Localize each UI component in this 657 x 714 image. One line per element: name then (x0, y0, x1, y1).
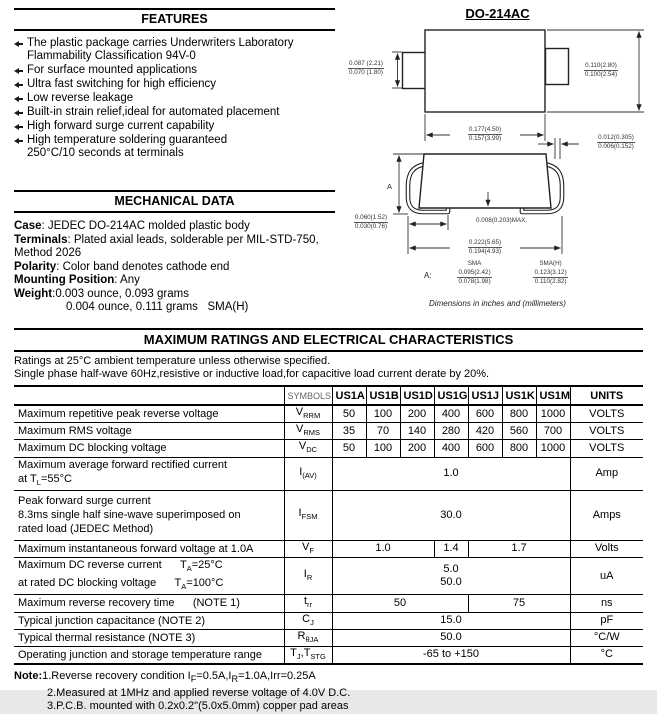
rating-value-cell: 1000 (536, 440, 570, 457)
ratings-intro: Ratings at 25°C ambient temperature unless otherwise specified. Single phase half-wave 60Hz,resistive or inductive load,for capacitive load current derate by 20%. (14, 355, 490, 380)
characteristic-cell: Maximum reverse recovery time (NOTE 1) (14, 595, 284, 612)
notes-label: Note: (14, 670, 43, 683)
rating-value-cell: 1.4 (434, 540, 468, 557)
rating-value-cell: 420 (468, 423, 502, 440)
mechanical-title: MECHANICAL DATA (14, 190, 335, 213)
symbol-cell: $I_R$ (284, 557, 332, 594)
rating-value-cell: -65 to +150 (332, 646, 570, 664)
rating-value-cell: 50 (332, 405, 366, 423)
feature-text: For surface mounted applications (27, 64, 198, 76)
part-column-header: US1B (366, 386, 400, 405)
mech-field-text: : Any (114, 274, 140, 286)
unit-cell: Volts (570, 540, 643, 557)
arrow-bullet-icon (14, 134, 27, 147)
height-label: A (387, 182, 393, 191)
a-dim-fraction (444, 269, 506, 286)
ratings-table-body (14, 386, 643, 664)
rating-value-cell: 800 (502, 405, 536, 423)
symbol-cell: $V_F$ (284, 540, 332, 557)
part-column-header: US1K (502, 386, 536, 405)
a-dim-label: A: (424, 271, 432, 280)
rating-value-cell: 560 (502, 423, 536, 440)
a-dim-fraction (520, 269, 582, 286)
mech-field (14, 234, 335, 261)
rating-value-cell: 700 (536, 423, 570, 440)
feature-item (14, 78, 335, 91)
mech-field (14, 288, 335, 302)
feature-item (14, 134, 335, 160)
feature-text: Low reverse leakage (27, 92, 134, 104)
characteristic-cell: Maximum RMS voltage (14, 423, 284, 440)
mech-field (14, 261, 335, 275)
feature-text: Ultra fast switching for high efficiency (27, 78, 216, 90)
rating-value-cell: 280 (434, 423, 468, 440)
units-header: UNITS (570, 386, 643, 405)
mech-field-text: : Plated axial leads, solderable per MIL-STD-750, Method 2026 (14, 233, 319, 259)
unit-cell: Amps (570, 490, 643, 540)
part-column-header: US1M (536, 386, 570, 405)
a-dim-bottom: 0.078(1.98) (458, 277, 491, 285)
rating-value-cell: 75 (468, 595, 570, 612)
unit-cell: ns (570, 595, 643, 612)
rating-value-cell: 140 (400, 423, 434, 440)
characteristic-cell: Maximum instantaneous forward voltage at 1.0A (14, 540, 284, 557)
table-row (14, 490, 643, 540)
feature-item (14, 120, 335, 133)
part-column-header: US1G (434, 386, 468, 405)
mech-field (14, 220, 335, 234)
standoff-dim: 0.008(0.203)MAX. (476, 217, 528, 224)
part-column-header: US1A (332, 386, 366, 405)
rating-value-cell: 35 (332, 423, 366, 440)
unit-cell: uA (570, 557, 643, 594)
table-row (14, 557, 643, 594)
feature-item (14, 106, 335, 119)
table-row (14, 612, 643, 629)
characteristic-cell: Peak forward surge current 8.3ms single half sine-wave superimposed on rated load (JEDEC Method) (14, 490, 284, 540)
rating-value-cell: 30.0 (332, 490, 570, 540)
features-list (14, 37, 335, 160)
characteristic-cell: Maximum DC blocking voltage (14, 440, 284, 457)
feature-item (14, 64, 335, 77)
arrow-bullet-icon (14, 106, 27, 119)
mech-field (14, 301, 335, 315)
unit-cell: VOLTS (570, 405, 643, 423)
mech-field-text: : Color band denotes cathode end (56, 260, 230, 273)
package-outline-section (338, 2, 657, 328)
arrow-bullet-icon (14, 64, 27, 77)
rating-value-cell: 1000 (536, 405, 570, 423)
mech-field-text: :0.003 ounce, 0.093 grams (52, 287, 189, 300)
symbol-cell: $I_{FSM}$ (284, 490, 332, 540)
notes-block (14, 670, 643, 714)
feature-text: High temperature soldering guaranteed 250°C/10 seconds at terminals (27, 134, 228, 159)
rating-value-cell: 200 (400, 405, 434, 423)
arrow-bullet-icon (14, 92, 27, 105)
body-width-dim: 0.177(4.50) 0.157(3.99) (450, 126, 520, 143)
symbol-cell: $I_{(AV)}$ (284, 457, 332, 490)
note-text: 1.Reverse recovery condition $I_F=0.5A,I_R=1.0A,Irr=0.25A$ (42, 670, 316, 685)
rating-value-cell: 100 (366, 440, 400, 457)
characteristic-cell: Operating junction and storage temperature range (14, 646, 284, 664)
a-dim-top: 0.095(2.42) (458, 269, 491, 276)
table-row (14, 405, 643, 423)
lead-thickness-dim: 0.012(0.305) 0.006(0.152) (598, 134, 634, 150)
ratings-section (14, 328, 643, 714)
table-row (14, 595, 643, 612)
a-dim-variants (444, 260, 582, 286)
table-row (14, 629, 643, 646)
symbol-cell: $V_{RMS}$ (284, 423, 332, 440)
characteristic-cell: Typical junction capacitance (NOTE 2) (14, 612, 284, 629)
symbol-cell: $T_J,T_{STG}$ (284, 646, 332, 664)
part-column-header: US1D (400, 386, 434, 405)
mech-field-label: Case (14, 220, 42, 232)
a-dim-bottom: 0.110(2.82) (534, 277, 567, 285)
note-item: 2.Measured at 1MHz and applied reverse voltage of 4.0V D.C. (47, 686, 351, 699)
unit-cell: VOLTS (570, 423, 643, 440)
dimensions-footnote: Dimensions in inches and (millimeters) (429, 299, 566, 308)
symbol-cell: $R_{\theta JA}$ (284, 629, 332, 646)
arrow-bullet-icon (14, 120, 27, 133)
ratings-table (14, 385, 643, 665)
unit-cell: °C/W (570, 629, 643, 646)
package-title: DO-214AC (465, 6, 530, 21)
feature-text: The plastic package carries Underwriters Laboratory Flammability Classification 94V-0 (27, 37, 294, 62)
table-header-row (14, 386, 643, 405)
mechanical-section (14, 190, 335, 315)
rating-value-cell: 50 (332, 440, 366, 457)
mech-field (14, 274, 335, 288)
body-height-dim: 0.110(2.80) 0.100(2.54) (584, 62, 618, 78)
features-section (14, 8, 335, 160)
rating-value-cell: 100 (366, 405, 400, 423)
part-column-header: US1J (468, 386, 502, 405)
feature-text: Built-in strain relief,ideal for automated placement (27, 106, 280, 118)
feature-text: High forward surge current capability (27, 120, 215, 132)
rating-value-cell: 1.0 (332, 540, 434, 557)
rating-value-cell: 600 (468, 405, 502, 423)
overall-width-dim: 0.222(5.65) 0.194(4.93) (450, 239, 520, 256)
unit-cell: pF (570, 612, 643, 629)
a-dim-variant-name: SMA (467, 260, 482, 267)
rating-value-cell: 200 (400, 440, 434, 457)
rating-value-cell: 400 (434, 440, 468, 457)
feature-item (14, 37, 335, 63)
table-row (14, 440, 643, 457)
rating-value-cell: 1.0 (332, 457, 570, 490)
tab-height-dim: 0.087 (2.21) 0.070 (1.80) (349, 60, 383, 76)
foot-length-dim: 0.060(1.52) 0.030(0.76) (354, 214, 388, 230)
rating-value-cell: 400 (434, 405, 468, 423)
symbol-cell: $V_{RRM}$ (284, 405, 332, 423)
ratings-title: MAXIMUM RATINGS AND ELECTRICAL CHARACTERISTICS (14, 328, 643, 352)
characteristic-cell: Typical thermal resistance (NOTE 3) (14, 629, 284, 646)
mechanical-body (14, 220, 335, 315)
rating-value-cell: 600 (468, 440, 502, 457)
a-dim (424, 260, 582, 286)
mech-field-label: Terminals (14, 233, 68, 246)
top-view-body (403, 30, 569, 112)
a-dim-variant (444, 260, 506, 286)
rating-value-cell: 50.0 (332, 629, 570, 646)
mech-field-label: Polarity (14, 260, 57, 273)
mech-field-label: Mounting Position (14, 274, 115, 286)
a-dim-variant (520, 260, 582, 286)
characteristic-cell: Maximum repetitive peak reverse voltage (14, 405, 284, 423)
symbol-cell: $t_{rr}$ (284, 595, 332, 612)
feature-item (14, 92, 335, 105)
rating-value-cell: 70 (366, 423, 400, 440)
rating-value-cell: 15.0 (332, 612, 570, 629)
characteristic-cell: Maximum average forward rectified current at $T_L=55^\circ C$ (14, 457, 284, 490)
a-dim-top: 0.123(3.12) (534, 269, 567, 276)
table-row (14, 423, 643, 440)
mech-field-label: Weight (14, 287, 53, 300)
rating-value-cell: 50 (332, 595, 468, 612)
features-title: FEATURES (14, 8, 335, 31)
symbol-cell: $C_J$ (284, 612, 332, 629)
rating-value-cell: 5.0 50.0 (332, 557, 570, 594)
mech-field-text: : JEDEC DO-214AC molded plastic body (41, 220, 250, 232)
mech-field-text: 0.004 ounce, 0.111 grams SMA(H) (66, 301, 249, 313)
unit-cell: Amp (570, 457, 643, 490)
table-row (14, 646, 643, 664)
note-item: 3.P.C.B. mounted with 0.2x0.2"(5.0x5.0mm) copper pad areas (47, 700, 349, 713)
arrow-bullet-icon (14, 37, 27, 50)
a-dim-variant-name: SMA(H) (539, 260, 562, 267)
rating-value-cell: 1.7 (468, 540, 570, 557)
rating-value-cell: 800 (502, 440, 536, 457)
table-row (14, 540, 643, 557)
symbol-cell: $V_{DC}$ (284, 440, 332, 457)
arrow-bullet-icon (14, 78, 27, 91)
unit-cell: VOLTS (570, 440, 643, 457)
unit-cell: °C (570, 646, 643, 664)
table-corner-cell (14, 386, 284, 405)
note-item (14, 670, 643, 687)
symbols-header: SYMBOLS (284, 386, 332, 405)
table-row (14, 457, 643, 490)
side-view-body (419, 154, 551, 208)
characteristic-cell: Maximum DC reverse current $T_A=25^\circ C$ at rated DC blocking voltage $T_A=100^\circ C$ (14, 557, 284, 594)
